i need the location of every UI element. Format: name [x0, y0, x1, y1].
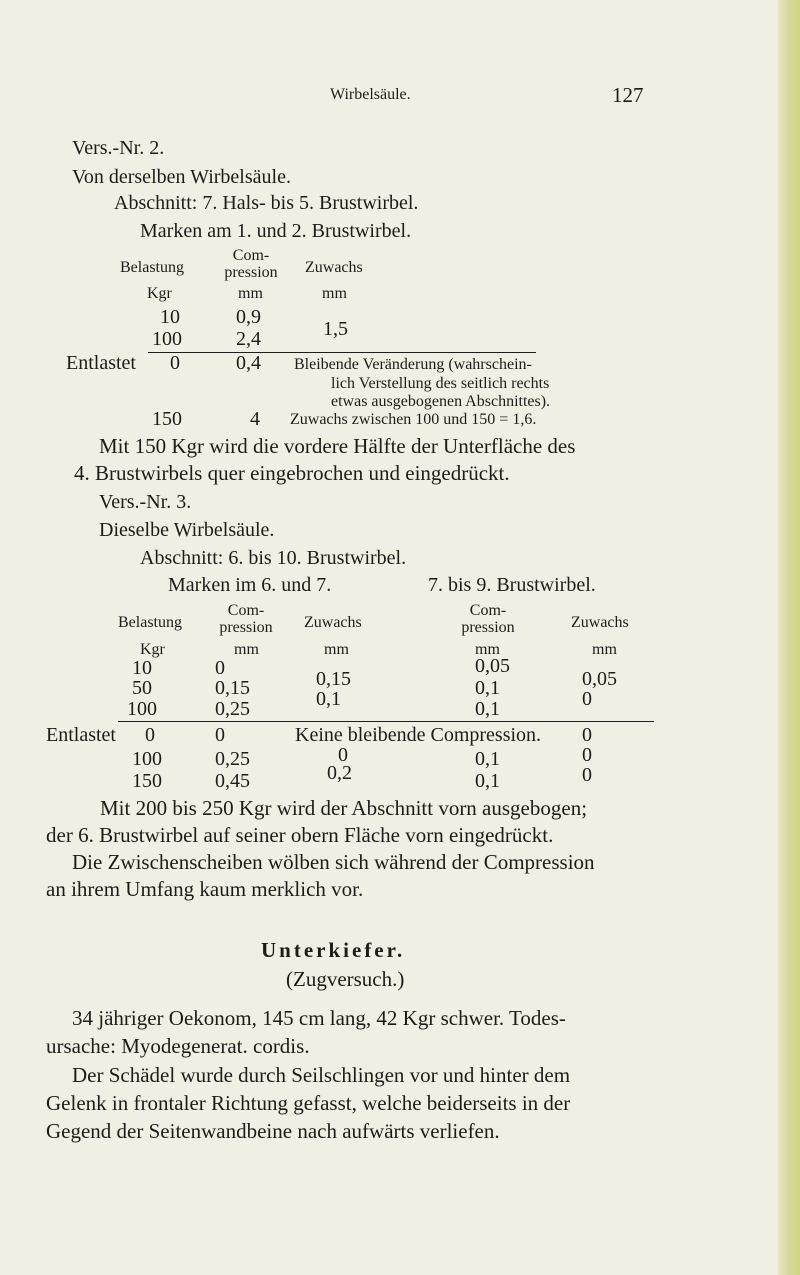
- section2-text: Die Zwischenscheiben wölben sich während der Compression: [72, 850, 595, 874]
- section1-abschnitt: Abschnitt: 7. Hals- bis 5. Brustwirbel.: [114, 192, 419, 214]
- table2-comp-b: 0,1: [475, 770, 500, 792]
- table2-unit-kgr: Kgr: [140, 641, 165, 658]
- table2-zuwachs-b: 0: [582, 764, 592, 786]
- table1-zuwachs-value: 1,5: [323, 318, 348, 340]
- section1-marken: Marken am 1. und 2. Brustwirbel.: [140, 220, 412, 242]
- section2-text: der 6. Brustwirbel auf seiner obern Fläche vorn eingedrückt.: [46, 823, 554, 847]
- table2-head-zuwachs: Zuwachs: [304, 614, 362, 631]
- table1-head-belastung: Belastung: [120, 259, 184, 276]
- table1-unit-mm: mm: [322, 285, 347, 302]
- table2-zuwachs: 0,2: [327, 762, 352, 784]
- table2-zuwachs: 0,15: [316, 668, 351, 690]
- table1-entlastet-label: Entlastet: [66, 352, 136, 374]
- table2-comp-b: 0,1: [475, 698, 500, 720]
- table2-unit-mm: mm: [234, 641, 259, 658]
- table1-head-pression: pression: [224, 264, 278, 281]
- table2-zuwachs-b: 0: [582, 688, 592, 710]
- table1-comp: 4: [250, 408, 260, 430]
- table2-comp: 0,45: [215, 770, 250, 792]
- table2-load: 100: [132, 748, 162, 770]
- section3-text: ursache: Myodegenerat. cordis.: [46, 1034, 310, 1058]
- section1-text: Mit 150 Kgr wird die vordere Hälfte der Unterfläche des: [99, 434, 576, 458]
- section2-abschnitt: Abschnitt: 6. bis 10. Brustwirbel.: [140, 547, 407, 569]
- section3-text: 34 jähriger Oekonom, 145 cm lang, 42 Kgr schwer. Todes-: [72, 1006, 566, 1030]
- section2-marken-a: Marken im 6. und 7.: [168, 574, 332, 596]
- table1-rule: [148, 352, 536, 353]
- table2-comp: 0: [215, 657, 225, 679]
- table2-unit-mm: mm: [324, 641, 349, 658]
- page-number: 127: [612, 83, 644, 107]
- table2-comp: 0,15: [215, 677, 250, 699]
- table2-head-pression: pression: [219, 619, 273, 636]
- table2-head-com-b: Com-: [469, 602, 507, 619]
- table2-head-com: Com-: [227, 602, 265, 619]
- table1-comp: 0,4: [236, 352, 261, 374]
- table1-note: Zuwachs zwischen 100 und 150 = 1,6.: [290, 411, 537, 428]
- table2-head-pression-b: pression: [461, 619, 515, 636]
- table2-comp-b: 0,1: [475, 677, 500, 699]
- table1-head-com: Com-: [232, 247, 270, 264]
- section3-text: Der Schädel wurde durch Seilschlingen vor und hinter dem: [72, 1063, 571, 1087]
- section1-text: 4. Brustwirbels quer eingebrochen und eingedrückt.: [74, 461, 510, 485]
- table1-load: 150: [152, 408, 182, 430]
- table2-comp-b: 0,1: [475, 748, 500, 770]
- table1-unit-kgr: Kgr: [147, 285, 172, 302]
- table2-entlastet-label: Entlastet: [46, 724, 116, 746]
- page-edge-shadow: [778, 0, 800, 1275]
- table2-unit-mm: mm: [592, 641, 617, 658]
- section2-text: an ihrem Umfang kaum merklich vor.: [46, 877, 364, 901]
- table2-zuwachs: 0,1: [316, 688, 341, 710]
- table1-note: lich Verstellung des seitlich rechts: [331, 375, 550, 392]
- table2-zuwachs-b: 0,05: [582, 668, 617, 690]
- section3-text: Gelenk in frontaler Richtung gefasst, welche beiderseits in der: [46, 1091, 571, 1115]
- table2-zuwachs-b: 0: [582, 744, 592, 766]
- table1-load: 10: [160, 306, 180, 328]
- section3-subheading: (Zugversuch.): [286, 967, 405, 991]
- section1-subject: Von derselben Wirbelsäule.: [72, 166, 291, 188]
- running-title: Wirbelsäule.: [330, 86, 411, 103]
- table1-note: etwas ausgebogenen Abschnittes).: [331, 393, 551, 410]
- section2-marken-b: 7. bis 9. Brustwirbel.: [428, 574, 596, 596]
- table2-load: 10: [132, 657, 152, 679]
- section3-heading: Unterkiefer.: [261, 938, 406, 962]
- table1-comp: 2,4: [236, 328, 261, 350]
- table2-zuwachs-b: 0: [582, 724, 592, 746]
- vers-nr-2: Vers.-Nr. 2.: [72, 137, 165, 159]
- section2-text: Mit 200 bis 250 Kgr wird der Abschnitt vorn ausgebogen;: [100, 796, 588, 820]
- table1-unit-mm: mm: [238, 285, 263, 302]
- table2-note: Keine bleibende Compression.: [295, 724, 542, 746]
- vers-nr-3: Vers.-Nr. 3.: [99, 491, 192, 513]
- table1-load: 100: [152, 328, 182, 350]
- table2-head-zuwachs-b: Zuwachs: [571, 614, 629, 631]
- table1-note: Bleibende Veränderung (wahrschein-: [294, 356, 532, 373]
- table2-unit-mm: mm: [475, 641, 500, 658]
- table2-comp-b: 0,05: [475, 655, 510, 677]
- table2-comp: 0: [215, 724, 225, 746]
- table1-head-zuwachs: Zuwachs: [305, 259, 363, 276]
- table2-comp: 0,25: [215, 748, 250, 770]
- section3-text: Gegend der Seitenwandbeine nach aufwärts verliefen.: [46, 1119, 500, 1143]
- table2-load: 50: [132, 677, 152, 699]
- table2-comp: 0,25: [215, 698, 250, 720]
- table2-head-belastung: Belastung: [118, 614, 182, 631]
- table2-load: 100: [127, 698, 157, 720]
- table2-rule: [118, 721, 654, 722]
- table1-load: 0: [170, 352, 180, 374]
- table1-comp: 0,9: [236, 306, 261, 328]
- table2-zuwachs: 0: [338, 744, 348, 766]
- table2-load: 0: [145, 724, 155, 746]
- section2-subject: Dieselbe Wirbelsäule.: [99, 519, 275, 541]
- table2-load: 150: [132, 770, 162, 792]
